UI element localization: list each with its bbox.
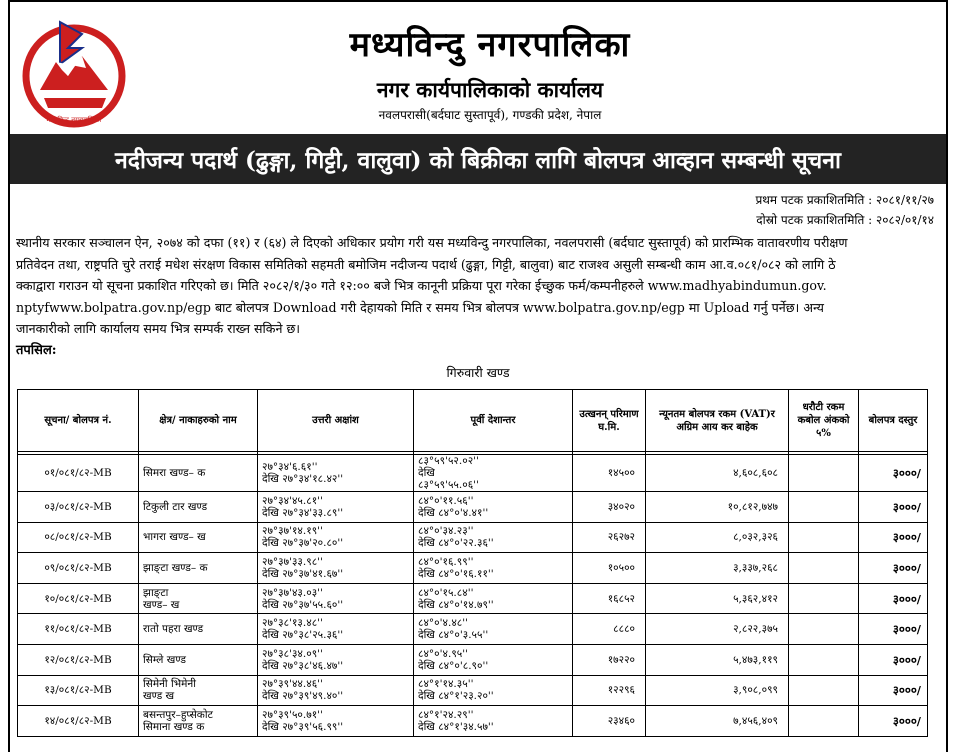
cell-line: २७°३७'३३.९८'' <box>262 555 323 568</box>
office-address: नवलपरासी(बर्दघाट सुस्तापूर्व), गण्डकी प्रदेश, नेपाल <box>378 108 602 122</box>
cell-line: देखि ८४°०'१६.११'' <box>418 567 494 580</box>
cell-line: देखि ८४°०'४.४१'' <box>418 506 489 519</box>
cell-line: देखि २७°३७'४१.६७'' <box>262 567 344 580</box>
cell-amount: ३,३३७,२६८ <box>646 553 789 584</box>
table-row <box>18 455 928 492</box>
cell-amount: ५,३६२,४१२ <box>646 583 789 614</box>
cell-id: ०९/०८१/८२-MB <box>18 553 139 584</box>
notice-body-line: nptyfwww.bolpatra.gov.np/egp बाट बोलपत्र Download गरी देहायको मिति र समय भित्र बोलपत्र www.bolpatra.gov.np/egp मा Upload गर्नु पर्नेछ। अन्य <box>16 299 824 315</box>
column-header: धरौटी रकम कबोल अंकको ५% <box>789 390 859 452</box>
cell-line: ८४°०'१५.८४'' <box>418 586 474 599</box>
tender-table <box>17 389 928 737</box>
cell-id: ११/०८१/८२-MB <box>18 614 139 645</box>
cell-line: देखि २७°३९'४९.४०'' <box>262 690 344 703</box>
notice-body-line: जानकारीको लागि कार्यालय समय भित्र सम्पर्क राख्न सकिने छ। <box>16 321 301 336</box>
cell-east <box>414 644 573 675</box>
column-header: बोलपत्र दस्तुर <box>859 390 928 452</box>
cell-amount: १०,८१२,७४७ <box>646 492 789 523</box>
cell-name <box>139 583 258 614</box>
cell-fee: ३०००/ <box>859 553 928 584</box>
cell-fee: ३०००/ <box>859 614 928 645</box>
first-publication-date: प्रथम पटक प्रकाशितमिति : २०८१/११/२७ <box>755 193 934 207</box>
cell-name <box>139 675 258 706</box>
cell-deposit <box>789 522 859 553</box>
municipality-logo <box>22 18 127 130</box>
cell-id: ०१/०८१/८२-MB <box>18 455 139 492</box>
column-header: न्यूनतम बोलपत्र रकम (VAT)र अग्रिम आय कर बाहेक <box>646 390 789 452</box>
cell-name: सिमरा खण्ड– क <box>139 455 258 492</box>
cell-line: देखि ८४°१'३४.५७'' <box>418 720 494 733</box>
svg-text:मध्यविन्दु नगरपालिका: मध्यविन्दु नगरपालिका <box>46 116 102 124</box>
cell-qty: १७२२० <box>573 644 646 675</box>
cell-line: २७°३७'१४.१९'' <box>262 525 323 538</box>
cell-north <box>258 583 414 614</box>
cell-line: ८४°१'१४.३५'' <box>418 678 474 691</box>
cell-id: १२/०८१/८२-MB <box>18 644 139 675</box>
cell-qty: १६८५२ <box>573 583 646 614</box>
cell-amount: ५,४७३,११९ <box>646 644 789 675</box>
cell-fee: ३०००/ <box>859 455 928 492</box>
cell-id: १४/०८१/८२-MB <box>18 706 139 737</box>
table-row <box>18 492 928 523</box>
cell-north <box>258 492 414 523</box>
cell-north <box>258 522 414 553</box>
cell-line: देखि २७°३४'३३.८९'' <box>262 506 344 519</box>
table-row <box>18 522 928 553</box>
cell-deposit <box>789 553 859 584</box>
cell-name <box>139 706 258 737</box>
cell-deposit <box>789 492 859 523</box>
cell-qty: १०५०० <box>573 553 646 584</box>
cell-line: सिमाना खण्ड क <box>143 720 205 733</box>
cell-line: खण्ड ख <box>143 690 175 703</box>
table-row <box>18 553 928 584</box>
cell-east <box>414 553 573 584</box>
table-row <box>18 614 928 645</box>
cell-deposit <box>789 706 859 737</box>
cell-qty: २३४६० <box>573 706 646 737</box>
cell-name: भागरा खण्ड– ख <box>139 522 258 553</box>
notice-body-line: क्काद्वारा गराउन यो सूचना प्रकाशित गरिएको छ। मिति २०८२/१/३० गते १२:०० बजे भित्र कानूनी प्रक्रिया पूरा गरेका ईच्छुक फर्म/कम्पनीहरुले www.madhyabindumun.gov. <box>16 278 827 293</box>
cell-north <box>258 675 414 706</box>
cell-east <box>414 583 573 614</box>
table-row <box>18 706 928 737</box>
cell-east <box>414 455 573 492</box>
office-name: नगर कार्यपालिकाको कार्यालय <box>376 77 604 102</box>
cell-fee: ३०००/ <box>859 583 928 614</box>
column-header: उत्खनन् परिमाण घ.मि. <box>573 390 646 452</box>
cell-line: ८४°०'१६.९९'' <box>418 555 474 568</box>
cell-id: १०/०८१/८२-MB <box>18 583 139 614</box>
cell-north <box>258 553 414 584</box>
cell-line: देखि ८४°०'१४.७९'' <box>418 598 494 611</box>
cell-line: २७°३८'३४.०९'' <box>262 647 323 660</box>
schedule-heading: तपसिल: <box>16 343 57 358</box>
column-header: उत्तरी अक्षांश <box>258 390 414 452</box>
cell-line: देखि २७°३७'५५.६०'' <box>262 598 344 611</box>
cell-line: ८३°५९'५२.०२'' <box>418 455 479 467</box>
cell-fee: ३०००/ <box>859 522 928 553</box>
cell-amount: २,८२२,३७५ <box>646 614 789 645</box>
column-header: क्षेत्र/ नाकाहरुको नाम <box>139 390 258 452</box>
cell-qty: १४५०० <box>573 455 646 492</box>
municipality-name: मध्यविन्दु नगरपालिका <box>349 25 631 65</box>
notice-body-line: प्रतिवेदन तथा, राष्ट्रपति चुरे तराई मधेश संरक्षण विकास समितिको सहमती बमोजिम नदीजन्य पदार्थ (ढुङ्गा, गिट्टी, बालुवा) बाट राजश्व असुली सम्बन्धी काम आ.व.०८१/०८२ को लागि ठे <box>16 256 836 272</box>
cell-east <box>414 614 573 645</box>
cell-qty: २६२७२ <box>573 522 646 553</box>
cell-amount: ८,०३२,३२६ <box>646 522 789 553</box>
cell-line: २७°३८'१३.४८'' <box>262 617 323 630</box>
cell-qty: ८८८० <box>573 614 646 645</box>
cell-name: झाङ्टा खण्ड– क <box>139 553 258 584</box>
cell-line: देखि २७°३७'२०.८०'' <box>262 537 344 550</box>
cell-amount: ३,९०८,०९९ <box>646 675 789 706</box>
cell-qty: ३४०२० <box>573 492 646 523</box>
cell-fee: ३०००/ <box>859 706 928 737</box>
cell-east <box>414 675 573 706</box>
cell-north <box>258 706 414 737</box>
table-row <box>18 583 928 614</box>
notice-title-banner: नदीजन्य पदार्थ (ढुङ्गा, गिट्टी, वालुवा) को बिक्रीका लागि बोलपत्र आव्हान सम्बन्धी सूचना <box>10 134 946 184</box>
cell-deposit <box>789 644 859 675</box>
cell-line: २७°३९'५०.७१'' <box>262 708 323 721</box>
cell-east <box>414 522 573 553</box>
cell-line: २७°३४'४५.८१'' <box>262 494 323 507</box>
second-publication-date: दोस्रो पटक प्रकाशितमिति : २०८२/०१/१४ <box>756 213 934 227</box>
cell-line: झाङ्टा <box>143 586 169 599</box>
cell-line: ८३°५९'५५.०६'' <box>418 479 479 491</box>
cell-line: सिमेनी भिमेनी <box>143 678 196 691</box>
cell-line: २७°३७'४३.०३'' <box>262 586 323 599</box>
cell-north <box>258 644 414 675</box>
cell-qty: १२२९६ <box>573 675 646 706</box>
cell-east <box>414 706 573 737</box>
cell-line: देखि <box>418 467 435 479</box>
cell-name: सिम्ले खण्ड <box>139 644 258 675</box>
cell-line: ८४°०'४.४८'' <box>418 617 469 630</box>
cell-line: देखि २७°३८'४६.४७'' <box>262 659 344 672</box>
cell-id: ०३/०८१/८२-MB <box>18 492 139 523</box>
cell-name: टिकुली टार खण्ड <box>139 492 258 523</box>
cell-deposit <box>789 583 859 614</box>
cell-amount: ४,६०८,६०८ <box>646 455 789 492</box>
cell-line: देखि ८४°०'३.५५'' <box>418 629 489 642</box>
table-row <box>18 675 928 706</box>
cell-amount: ७,४५६,४०९ <box>646 706 789 737</box>
cell-id: ०८/०८१/८२-MB <box>18 522 139 553</box>
cell-deposit <box>789 614 859 645</box>
cell-line: ८४°०'४.९५'' <box>418 647 469 660</box>
column-header: पूर्वी देशान्तर <box>414 390 573 452</box>
cell-deposit <box>789 455 859 492</box>
notice-body <box>16 232 934 340</box>
cell-line: २७°३९'४४.४६'' <box>262 678 323 691</box>
cell-deposit <box>789 675 859 706</box>
cell-line: देखि २७°३९'५६.९९'' <box>262 720 344 733</box>
cell-id: १३/०८१/८२-MB <box>18 675 139 706</box>
cell-line: खण्ड– ख <box>143 598 180 611</box>
cell-line: देखि ८४°१'२३.२०'' <box>418 690 494 703</box>
cell-east <box>414 492 573 523</box>
cell-line: ८४°०'३४.२३'' <box>418 525 474 538</box>
cell-line: ८४°०'११.५६'' <box>418 494 474 507</box>
notice-body-line: स्थानीय सरकार सञ्चालन ऐन, २०७४ को दफा (११) र (६४) ले दिएको अधिकार प्रयोग गरी यस मध्यविन्दु नगरपालिका, नवलपरासी (बर्दघाट सुस्तापूर्व) को प्रारम्भिक वातावरणीय परीक्षण <box>16 235 848 250</box>
cell-fee: ३०००/ <box>859 644 928 675</box>
cell-line: बसन्तपुर–हुप्सेकोट <box>143 708 213 721</box>
cell-fee: ३०००/ <box>859 492 928 523</box>
cell-line: ८४°१'२४.२९'' <box>418 708 474 721</box>
cell-fee: ३०००/ <box>859 675 928 706</box>
cell-line: २७°३४'६.६१'' <box>262 461 318 473</box>
section-title: गिरुवारी खण्ड <box>446 365 510 380</box>
cell-line: देखि २७°३४'१८.४२'' <box>262 473 344 485</box>
cell-line: देखि ८४°०'८.९०'' <box>418 659 489 672</box>
column-header: सूचना/ बोलपत्र नं. <box>18 390 139 452</box>
cell-name: रातो पहरा खण्ड <box>139 614 258 645</box>
cell-north <box>258 455 414 492</box>
table-row <box>18 644 928 675</box>
cell-north <box>258 614 414 645</box>
cell-line: देखि ८४°०'२२.३६'' <box>418 537 494 550</box>
cell-line: देखि २७°३८'२५.३६'' <box>262 629 344 642</box>
table-header-row <box>18 390 928 452</box>
